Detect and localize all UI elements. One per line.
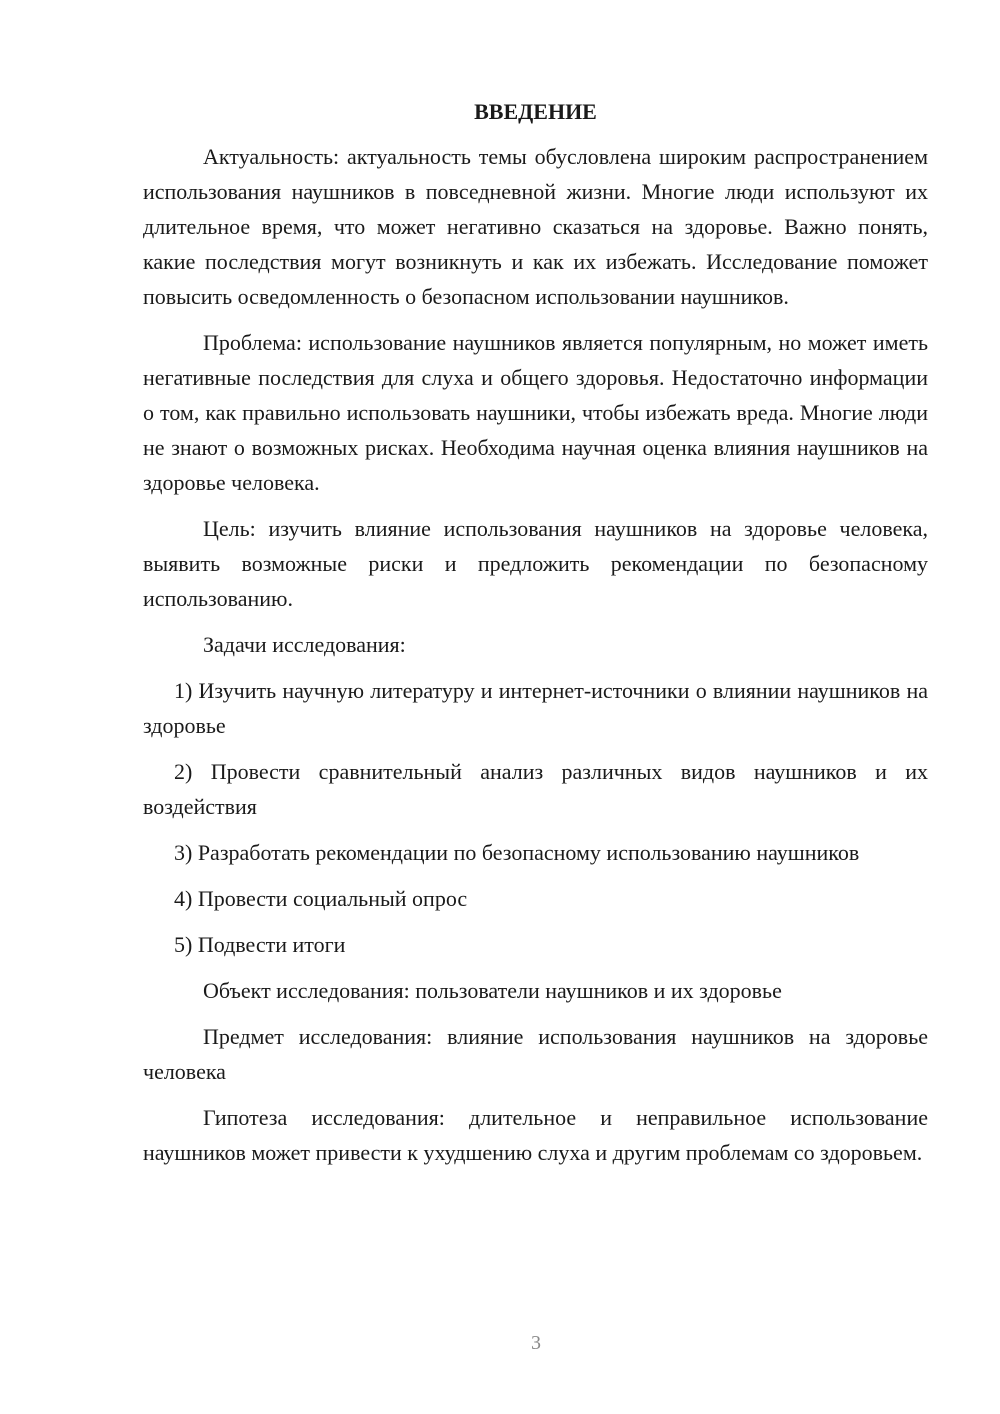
task-item: 3) Разработать рекомендации по безопасному использованию наушников	[174, 840, 860, 865]
paragraph-subject: Предмет исследования: влияние использования наушников на здоровье человека	[143, 1024, 928, 1084]
page-content	[143, 94, 928, 1181]
paragraph-goal: Цель: изучить влияние использования наушников на здоровье человека, выявить возможные риски и предложить рекомендации по безопасному использованию.	[143, 516, 928, 611]
task-item: 4) Провести социальный опрос	[174, 886, 468, 911]
task-item: 2) Провести сравнительный анализ различных видов наушников и их воздействия	[143, 759, 928, 819]
task-item: 1) Изучить научную литературу и интернет-источники о влиянии наушников на здоровье	[143, 678, 928, 738]
section-title: ВВЕДЕНИЕ	[474, 99, 597, 124]
tasks-heading: Задачи исследования:	[203, 632, 406, 657]
page-number: 3	[531, 1332, 541, 1354]
paragraph-object: Объект исследования: пользователи наушников и их здоровье	[203, 978, 782, 1003]
task-item: 5) Подвести итоги	[174, 932, 346, 957]
paragraph-relevance: Актуальность: актуальность темы обусловлена широким распространением использования наушников в повседневной жизни. Многие люди используют их длительное время, что может негативно сказаться на здоровье. Важно понять, какие последствия могут возникнуть и как их избежать. Исследование поможет повысить осведомленность о безопасном использовании наушников.	[143, 144, 928, 309]
paragraph-problem: Проблема: использование наушников является популярным, но может иметь негативные последствия для слуха и общего здоровья. Недостаточно информации о том, как правильно использовать наушники, чтобы избежать вреда. Многие люди не знают о возможных рисках. Необходима научная оценка влияния наушников на здоровье человека.	[143, 330, 928, 495]
paragraph-hypothesis: Гипотеза исследования: длительное и неправильное использование наушников может привести к ухудшению слуха и другим проблемам со здоровьем.	[143, 1105, 928, 1165]
